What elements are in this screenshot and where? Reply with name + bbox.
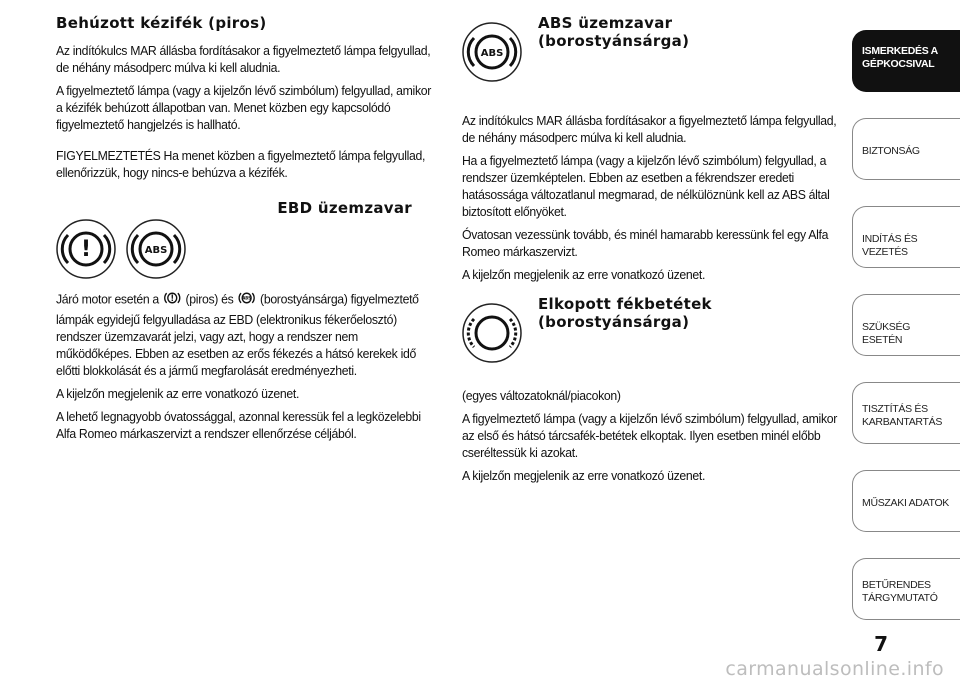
svg-text:!: ! bbox=[170, 292, 174, 304]
tab-biztonsag[interactable]: BIZTONSÁG bbox=[852, 118, 960, 180]
brake-pad-wear-icon bbox=[462, 303, 522, 363]
brake-pads-paragraph-3: A kijelzőn megjelenik az erre vonatkozó üzenet. bbox=[462, 468, 706, 483]
tab-muszaki[interactable]: MŰSZAKI ADATOK bbox=[852, 470, 960, 532]
right-column bbox=[462, 14, 848, 490]
abs-paragraph-4: A kijelzőn megjelenik az erre vonatkozó üzenet. bbox=[462, 267, 706, 282]
brake-pads-paragraph-2: A figyelmeztető lámpa (vagy a kijelzőn lévő szimbólum) felgyullad, amikor az első és hátsó tárcsafék-betétek elkoptak. Ilyen esetben minél előbb cseréltessük ki azokat. bbox=[462, 411, 838, 460]
svg-text:!: ! bbox=[80, 237, 92, 262]
svg-text:ABS: ABS bbox=[480, 48, 504, 59]
brake-pads-paragraph-1: (egyes változatoknál/piacokon) bbox=[462, 388, 621, 403]
handbrake-warning: FIGYELMEZTETÉS Ha menet közben a figyelmeztető lámpa felgyullad, ellenőrizzük, hogy nincs-e behúzva a kézifék. bbox=[56, 148, 426, 180]
left-column bbox=[56, 14, 438, 448]
page-number: 7 bbox=[874, 632, 888, 656]
abs-icon bbox=[126, 219, 186, 279]
ebd-heading: EBD üzemzavar bbox=[277, 199, 412, 217]
tab-ismerkedes[interactable]: ISMERKEDÉS A GÉPKOCSIVAL bbox=[852, 30, 960, 92]
tab-tisztitas[interactable]: TISZTÍTÁS ÉS KARBANTARTÁS bbox=[852, 382, 960, 444]
abs-icon bbox=[462, 22, 522, 82]
handbrake-paragraph-2: A figyelmeztető lámpa (vagy a kijelzőn lévő szimbólum) felgyullad, amikor a kézifék behúzott állapotban van. Menet közben egy kapcsolódó figyelmeztető hangjelzés is hallható. bbox=[56, 83, 432, 132]
abs-heading: ABS üzemzavar (borostyánsárga) bbox=[538, 14, 690, 50]
abs-paragraph-2: Ha a figyelmeztető lámpa (vagy a kijelzőn lévő szimbólum) felgyullad, a rendszer üzemképtelen. Ebben az esetben a fékrendszer eredeti hatásossága változatlanul megmarad, de nélkülöznünk kell az ABS által biztosított előnyöket. bbox=[462, 153, 830, 219]
svg-text:ABS: ABS bbox=[242, 295, 251, 301]
tab-betures[interactable]: BETŰRENDES TÁRGYMUTATÓ bbox=[852, 558, 960, 620]
ebd-paragraph-2: A kijelzőn megjelenik az erre vonatkozó üzenet. bbox=[56, 386, 300, 401]
ebd-paragraph-3: A lehető legnagyobb óvatossággal, azonnal keressük fel a legközelebbi Alfa Romeo márkaszervizt a rendszer ellenőrzése céljából. bbox=[56, 409, 421, 441]
tab-szukseg[interactable]: SZÜKSÉG ESETÉN bbox=[852, 294, 960, 356]
tab-inditas[interactable]: INDÍTÁS ÉS VEZETÉS bbox=[852, 206, 960, 268]
abs-inline-icon bbox=[238, 289, 255, 311]
handbrake-paragraph-1: Az indítókulcs MAR állásba fordításakor a figyelmeztető lámpa felgyullad, de néhány másodperc múlva ki kell aludnia. bbox=[56, 43, 431, 75]
brake-warning-icon bbox=[56, 219, 116, 279]
ebd-paragraph-1: Járó motor esetén a ! (piros) és ABS (borostyánsárga) figyelmeztető lámpák egyidejű felgyulladása az EBD (elektronikus fékerőelosztó) rendszer üzemzavarát jelzi, vagy azt, hogy a rendszer nem működőképes. Ebben az esetben az erős fékezés a hátsó kerekek idő előtti blokkolását és a jármű megfarolását eredményezheti. bbox=[56, 289, 436, 379]
svg-text:ABS: ABS bbox=[144, 245, 168, 256]
handbrake-heading: Behúzott kézifék (piros) bbox=[56, 14, 267, 32]
abs-paragraph-1: Az indítókulcs MAR állásba fordításakor a figyelmeztető lámpa felgyullad, de néhány másodperc múlva ki kell aludnia. bbox=[462, 113, 837, 145]
abs-paragraph-3: Óvatosan vezessünk tovább, és minél hamarabb keressünk fel egy Alfa Romeo márkaszervizt. bbox=[462, 227, 829, 259]
watermark: carmanualsonline.info bbox=[725, 658, 944, 680]
chapter-sidebar bbox=[852, 0, 960, 686]
brake-pads-heading: Elkopott fékbetétek (borostyánsárga) bbox=[538, 295, 712, 331]
brake-warning-inline-icon bbox=[164, 289, 181, 311]
